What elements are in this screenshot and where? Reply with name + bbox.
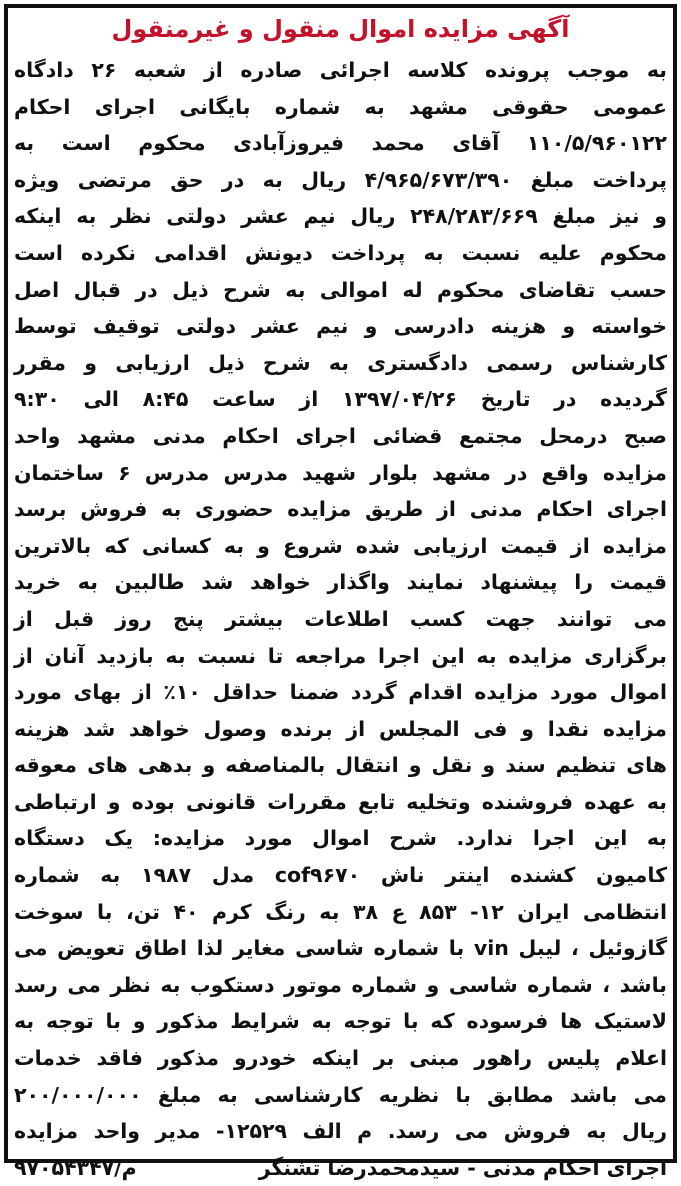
body-line: می توانند جهت کسب اطلاعات بیشتر پنج روز قبل از bbox=[14, 606, 667, 631]
body-line: به موجب پرونده کلاسه اجرائی صادره از شعبه ۲۶ دادگاه bbox=[14, 58, 667, 82]
body-line: به این اجرا ندارد. شرح اموال مورد مزایده: یک دستگاه bbox=[14, 826, 667, 851]
ad-code: م/۹۷۰۵۴۳۴۷ bbox=[14, 1155, 137, 1180]
body-line: محکوم علیه نسبت به پرداخت دیونش اقدامی نکرده است bbox=[14, 240, 667, 265]
ad-body bbox=[14, 52, 667, 1186]
body-line: مزایده از قیمت ارزیابی شده شروع و به کسانی که بالاترین bbox=[14, 533, 667, 558]
body-line: قیمت را پیشنهاد نمایند واگذار خواهد شد طالبین به خرید bbox=[14, 570, 667, 595]
body-line: گازوئیل ، لیبل vin با شماره شاسی مغایر لذا اطاق تعویض می bbox=[14, 936, 667, 961]
body-line: ریال به فروش می رسد. م الف ۱۲۵۲۹- مدیر واحد مزایده bbox=[14, 1119, 668, 1144]
body-line: حسب تقاضای محکوم له اموالی به شرح ذیل در قبال اصل bbox=[14, 277, 667, 302]
body-line: ۱۱۰/۵/۹۶۰۱۲۲ آقای محمد فیروزآبادی محکوم است به bbox=[14, 131, 667, 156]
body-line: برگزاری مزایده به این اجرا مراجعه تا نسبت به بازدید آنان از bbox=[14, 643, 667, 668]
body-line: گردیده در تاریخ ۱۳۹۷/۰۴/۲۶ از ساعت ۸:۴۵ الی ۹:۳۰ bbox=[14, 387, 667, 412]
body-line: کامیون کشنده اینتر ناش cof۹۶۷۰ مدل ۱۹۸۷ به شماره bbox=[14, 863, 667, 888]
body-line: لاستیک ها فرسوده که با توجه به شرایط مذکور و با توجه به bbox=[14, 1009, 667, 1034]
body-line: خواسته و هزینه دادرسی و نیم عشر دولتی توقیف توسط bbox=[14, 314, 667, 339]
body-line: های تنظیم سند و نقل و انتقال بالمناصفه و بدهی های معوقه bbox=[14, 753, 667, 778]
body-line: به عهده فروشنده وتخلیه تابع مقررات قانونی بوده و ارتباطی bbox=[14, 789, 667, 814]
body-line: عمومی حقوقی مشهد به شماره بایگانی اجرای احکام bbox=[14, 94, 667, 119]
body-line: مزایده واقع در مشهد بلوار شهید مدرس مدرس ۶ ساختمان bbox=[14, 460, 667, 485]
ad-footer bbox=[14, 1150, 667, 1186]
body-line: و نیز مبلغ ۲۴۸/۲۸۳/۶۶۹ ریال نیم عشر دولتی نظر به اینکه bbox=[14, 204, 668, 229]
body-line: باشد ، شماره شاسی و شماره موتور دستکوب به نظر می رسد bbox=[14, 972, 667, 997]
body-line: صبح درمحل مجتمع قضائی اجرای احکام مدنی مشهد واحد bbox=[14, 423, 667, 448]
body-line: اموال مورد مزایده اقدام گردد ضمنا حداقل ۱۰٪ از بهای مورد bbox=[14, 680, 667, 705]
body-line: مزایده نقدا و فی المجلس از برنده وصول خواهد شد هزینه bbox=[14, 716, 667, 741]
body-line: اعلام پلیس راهور مبنی بر اینکه خودرو مذکور فاقد خدمات bbox=[14, 1046, 667, 1071]
body-line: پرداخت مبلغ ۴/۹۶۵/۶۷۳/۳۹۰ ریال به در حق مرتضی ویژه bbox=[14, 167, 667, 192]
body-line: انتظامی ایران ۱۲- ۸۵۳ ع ۳۸ به رنگ کرم ۴۰ تن، با سوخت bbox=[14, 899, 668, 924]
body-line: اجرای احکام مدنی از طریق مزایده حضوری به فروش برسد bbox=[14, 497, 667, 522]
ad-title: آگهی مزایده اموال منقول و غیرمنقول bbox=[111, 15, 570, 43]
signature-line: اجرای احکام مدنی - سیدمحمدرضا تشنگر bbox=[258, 1155, 667, 1180]
body-line: می باشد مطابق با نظریه کارشناسی به مبلغ ۲۰۰/۰۰۰/۰۰۰ bbox=[14, 1082, 667, 1107]
body-line: کارشناس رسمی دادگستری به شرح ذیل ارزیابی و مقرر bbox=[14, 350, 667, 375]
